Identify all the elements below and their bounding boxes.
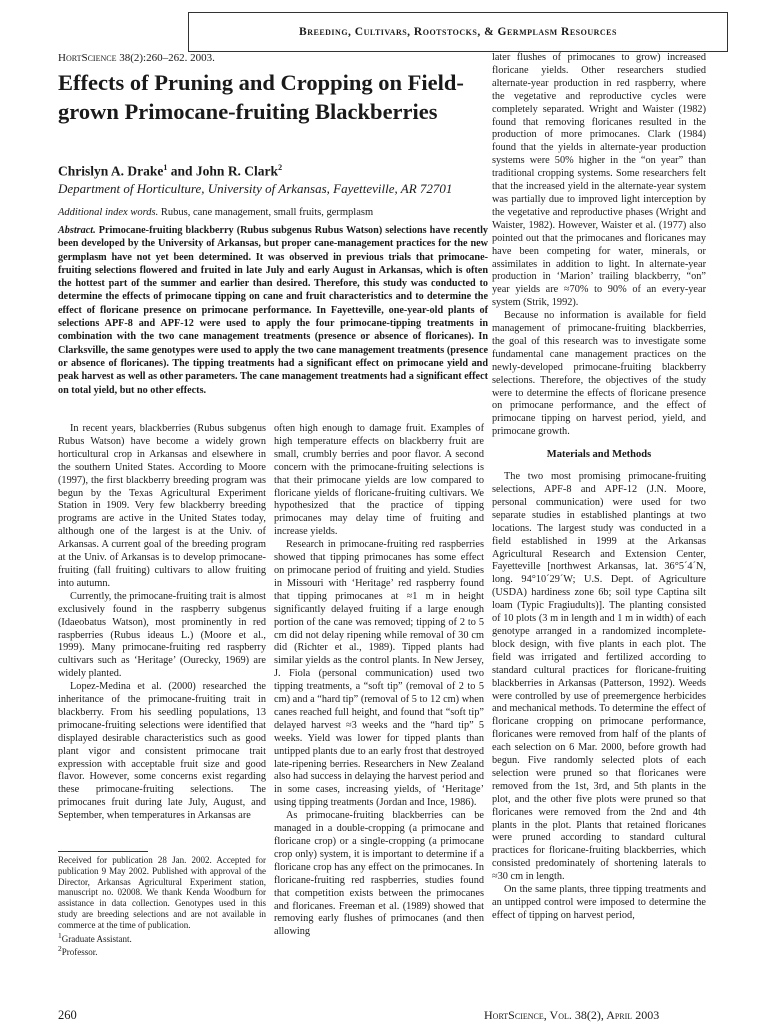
footnote-professor-mark: 2 — [58, 944, 62, 954]
index-words-text: Rubus, cane management, small fruits, germplasm — [158, 207, 374, 218]
journal-citation: HortScience 38(2):260–262. 2003. — [58, 52, 215, 64]
index-words-label: Additional index words. — [58, 207, 159, 218]
footnotes — [58, 855, 266, 958]
index-words — [58, 207, 488, 218]
paragraph: Currently, the primocane-fruiting trait is almost exclusively found in the raspberry subgenus (Idaeobatus Watson), most prominently in red raspberries (Rubus ideaus L.) (Moore et al., 1999). Many primocane-fruiting red raspberry cultivars such as ‘Heritage’ (Ourecky, 1969) are widely planted. — [58, 590, 266, 680]
section-heading-materials-methods: Materials and Methods — [546, 449, 652, 461]
paragraph: The two most promising primocane-fruiting selections, APF-8 and APF-12 (J.N. Moore, personal communication) were used for two separate studies in established plantings at two locations. The largest study was conducted in a field established in 1999 at the Arkansas Agricultural Research and Extension Center, Fayetteville [northwest Arkansas, lat. 36°5´4´N, long. 94°10´29´W; U.S. Dept. of Agriculture (USDA) hardiness zone 6b; soil type Captina silt loam (Typic Fragiudults)]. The planting consisted of 10 plots (3 m in length and 1 m in width) of each genotype arranged in a randomized incomplete-block design, with five plants in each plot. The field was irrigated and fertilized according to standard cultural practices for floricane-fruiting blackberries in Arkansas (Patterson, 1992). Weeds were controlled by use of preemergence herbicides and mechanical methods. To determine the effect of floricane cropping on primocane performance, floricanes were removed from half of the plants of each selection on 6 Mar. 2000, before growth had begun. Five randomly selected plots of each selection were pruned so that floricanes were removed from the 1st, 3rd, and 5th plants in the plot, and the other five plots were pruned so that floricanes were removed from the 2nd and 4th plants in the plot. Plants that retained floricanes were pruned according to standard cultural practices for floricane-fruiting blackberries, which consisted predominately of shortening laterals to ≈30 cm in length. — [492, 471, 706, 883]
body-column-3 — [492, 52, 706, 923]
abstract — [58, 224, 488, 397]
paragraph: later flushes of primocanes to grow) increased floricane yields. Other researchers studied alternate-year production in red raspberry, where the vegetative and reproductive cycles were completely separated. Wright and Waister (1982) found that removing floricanes resulted in the production of more primocanes. Clark (1984) found that the yields in alternate-year production systems were 50% higher in the “on year” than traditional cropping systems. Some researchers felt that the increased yield in the alternate-year system was partially due to improved light interception by the vegetative and reproductive phases (Wright and Waister, 1982). However, Waister et al. (1977) also pointed out that the primocanes and floricanes may have been competing for water, minerals, or assimilates in addition to light. In alternate-year production in ‘Marion’ trailing blackberry, “on” year yields are ≈70% to 90% of an every-year system (Strik, 1992). — [492, 52, 706, 309]
paragraph: often high enough to damage fruit. Examples of high temperature effects on blackberry fruit are small, crumbly berries and poor flavor. A second concern with the primocane-fruiting selections is that their primocane yields are low compared to floricane yields of floricane-fruiting cultivars. We hypothesized that the practice of tipping primocanes may delay time of fruiting and increase yields. — [274, 423, 484, 538]
abstract-label: Abstract. — [58, 225, 96, 236]
authors — [58, 163, 282, 180]
footnote-professor — [58, 944, 266, 958]
author-1: Chrislyn A. Drake — [58, 163, 164, 179]
page-number: 260 — [58, 1008, 77, 1022]
abstract-text: Primocane-fruiting blackberry (Rubus subgenus Rubus Watson) selections have recently been developed by the University of Arkansas, but proper cane-management practices for the new germplasm have not yet been determined. It was observed in previous trials that primocane-fruiting selections flowered and fruited in late July and early August in Arkansas, which is often the hottest part of the summer and earlier than desired. Therefore, this study was conducted to determine the effects of primocane tipping on cane and fruit characteristics and to determine the effect of floricane presence on primocane performance. In Fayetteville, one-year-old plants of selections APF-8 and APF-12 were used to apply the four primocane-tipping treatments in combination with the two cane management treatments (presence or absence of floricanes). In Clarksville, the same genotypes were used to apply the two cane management treatments (presence or absence of floricanes). The tipping treatments had a significant effect on primocane yield and peak harvest as well as other parameters. The cane management treatments had a significant effect on total yield, but no other effects. — [58, 225, 488, 396]
author-join: and — [167, 163, 196, 179]
department-affiliation: Department of Horticulture, University of Arkansas, Fayetteville, AR 72701 — [58, 181, 453, 196]
footnote-graduate — [58, 931, 266, 945]
footnote-graduate-text: Graduate Assistant. — [61, 933, 132, 944]
footnote-professor-text: Professor. — [61, 947, 98, 958]
paragraph: On the same plants, three tipping treatments and an untipped control were imposed to determine the effect of tipping on harvest period, — [492, 884, 706, 921]
body-column-1 — [58, 423, 266, 823]
footnote-divider — [58, 851, 148, 852]
paragraph: Because no information is available for field management of primocane-fruiting blackberries, the goal of this research was to investigate some fundamental cane management practices on the newly-developed primocane-fruiting blackberry selections. Therefore, the objectives of the study were to determine the effects of floricane presence on primocane performance, and the effect of primocane tipping on harvest period, yield, and primocane growth. — [492, 310, 706, 438]
paragraph: In recent years, blackberries (Rubus subgenus Rubus Watson) have become a widely grown horticultural crop in Arkansas and elsewhere in the southern United States. According to Moore (1997), the first blackberry breeding program was begun by the Texas Agricultural Experiment Station in 1909. Very few blackberry breeding programs are active in the United States today, although one of the largest is at the Univ. of Arkansas. A current goal of the breeding program at the Univ. of Arkansas is to develop primocane-fruiting (fall fruiting) cultivars to allow fruiting into autumn. — [58, 423, 266, 589]
footer-journal-citation: HortScience, Vol. 38(2), April 2003 — [484, 1008, 660, 1022]
footnote-graduate-mark: 1 — [58, 930, 62, 940]
article-title: Effects of Pruning and Cropping on Field-grown Primocane-fruiting Blackberries — [58, 70, 464, 124]
author-2: John R. Clark — [195, 163, 279, 179]
author-2-mark: 2 — [278, 163, 283, 172]
body-column-2 — [274, 423, 484, 939]
paragraph: As primocane-fruiting blackberries can be managed in a double-cropping (a primocane and floricane crop) or a single-cropping (a primocane crop only) system, it is important to determine if a floricane crop has any effect on the primocanes. In floricane-fruiting red raspberries, studies found that competition exists between the primocanes and floricanes. Freeman et al. (1989) showed that removing early flushes of primocanes (and then allowing — [274, 810, 484, 938]
paragraph: Lopez-Medina et al. (2000) researched the inheritance of the primocane-fruiting trait in blackberry. From his seedling populations, 13 primocane-fruiting selections were identified that displayed desirable characteristics such as good plant vigor and consistent primocane trait expression with acceptable fruit size and good flavor. However, some concerns exist regarding these primocane-fruiting selections. The primocanes fruit during late July, August, and September, when temperatures in Arkansas are — [58, 681, 266, 822]
paragraph: Research in primocane-fruiting red raspberries showed that tipping primocanes has some effect on primocane period of fruiting and yield. Studies in Missouri with ‘Heritage’ red raspberry found that tipping primocanes at ≈1 m in height significantly delayed fruiting if a large enough portion of the cane was removed; tipping of 2 to 5 cm did not delay ripening while removal of 30 cm did (Richter et al., 1989). Tipped plants had similar yields as the control plants. In New Jersey, J. Fiola (personal communication) used two tipping treatments, a “soft tip” (removal of 2 to 5 cm) and a “hard tip” (removal of 5 to 12 cm) when canes reached full height, and found that “soft tip” delayed harvest ≈3 weeks and the “hard tip” 5 weeks. Yield was lower for tipped plants than untipped plants due to an early frost that destroyed late-ripening berries. Researchers in New Zealand also had success in delaying the harvest period and in some cases, increasing yields, of ‘Heritage’ using tipping treatments (Jordan and Ince, 1986). — [274, 539, 484, 809]
section-banner: Breeding, Cultivars, Rootstocks, & Germplasm Resources — [188, 12, 728, 52]
author-1-mark: 1 — [163, 163, 168, 172]
footnote-received: Received for publication 28 Jan. 2002. Accepted for publication 9 May 2002. Published with approval of the Director, Arkansas Agricultural Experiment station, manuscript no. 02008. We thank Kenda Woodburn for assistance in data collection. Genotypes used in this study are breeding selections and are not available in commerce at the time of publication. — [58, 855, 266, 930]
